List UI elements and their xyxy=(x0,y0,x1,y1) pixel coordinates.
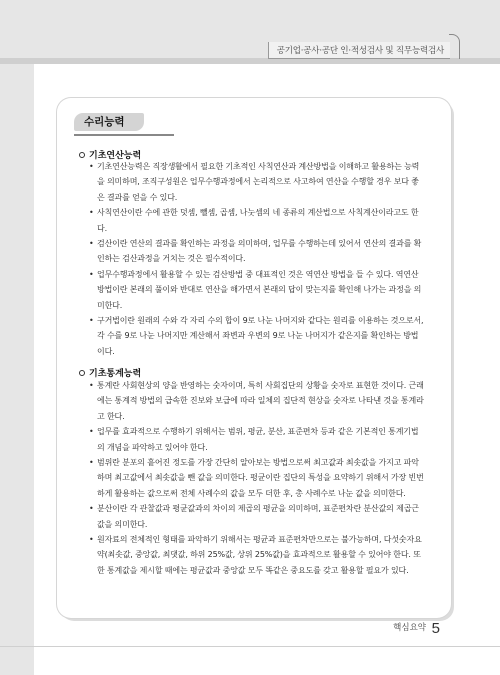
bullet-circle-icon xyxy=(79,152,85,158)
footer-divider xyxy=(0,646,500,647)
list-item: • 기초연산능력은 직장생활에서 필요한 기초적인 사칙연산과 계산방법을 이해하고 활용하는 능력을 의미하며, 조직구성원은 업무수행과정에서 논리적으로 사고하여 연산을 수행할 경우 보다 좋은 결과를 얻을 수 있다. xyxy=(89,159,425,205)
footer-label: 핵심요약 xyxy=(393,623,426,633)
arithmetic-bullet-list xyxy=(89,159,425,359)
list-item: • 검산이란 연산의 결과를 확인하는 과정을 의미하며, 업무를 수행하는데 있어서 연산의 결과를 확인하는 검산과정을 거치는 것은 필수적이다. xyxy=(89,236,425,267)
bullet-circle-icon xyxy=(79,370,85,376)
running-header: 공기업·공사·공단 인·적성검사 및 직무능력검사 xyxy=(268,42,450,59)
list-item: • 분산이란 각 관찰값과 평균값과의 차이의 제곱의 평균을 의미하며, 표준편차란 분산값의 제곱근 값을 의미한다. xyxy=(89,501,425,532)
page-number: 5 xyxy=(431,620,440,637)
list-item: • 업무를 효과적으로 수행하기 위해서는 범위, 평균, 분산, 표준편차 등과 같은 기본적인 통계기법의 개념을 파악하고 있어야 한다. xyxy=(89,424,425,455)
subsection-title: 기초연산능력 xyxy=(89,151,142,161)
section-title-underline xyxy=(74,134,174,136)
statistics-bullet-list xyxy=(89,378,425,578)
list-item: • 통계란 사회현상의 양을 반영하는 숫자이며, 특히 사회집단의 상황을 숫자로 표현한 것이다. 근래에는 통계적 방법의 급속한 진보와 보급에 따라 일체의 집단적 현상을 숫자로 나타낸 것을 통계라고 한다. xyxy=(89,378,425,424)
list-item: • 업무수행과정에서 활용할 수 있는 검산방법 중 대표적인 것은 역연산 방법을 들 수 있다. 역연산 방법이란 본래의 풀이와 반대로 연산을 해가면서 본래의 답이 맞는지를 확인해 나가는 과정을 의미한다. xyxy=(89,267,425,313)
list-item: • 사칙연산이란 수에 관한 덧셈, 뺄셈, 곱셈, 나눗셈의 네 종류의 계산법으로 사칙계산이라고도 한다. xyxy=(89,205,425,236)
section-title: 수리능력 xyxy=(74,113,144,131)
list-item: • 원자료의 전체적인 형태를 파악하기 위해서는 평균과 표준편차만으로는 불가능하며, 다섯숫자요약(최솟값, 중앙값, 최댓값, 하위 25%값, 상위 25%값)을 효과적으로 활용할 수 있어야 한다. 또한 통계값을 제시할 때에는 평균값과 중앙값 모두 똑같은 중요도를 갖고 활용할 필요가 있다. xyxy=(89,532,425,578)
list-item: • 범위란 분포의 흩어진 정도를 가장 간단히 알아보는 방법으로써 최고값과 최솟값을 가지고 파악하며 최고값에서 최솟값을 뺀 값을 의미한다. 평균이란 집단의 특성을 요약하기 위해서 가장 빈번하게 활용하는 값으로써 전체 사례수의 값을 모두 더한 후, 총 사례수로 나눈 값을 의미한다. xyxy=(89,455,425,501)
subsection-title: 기초통계능력 xyxy=(89,369,142,379)
header-hook-decoration xyxy=(449,34,460,59)
list-item: • 구거법이란 원래의 수와 각 자리 수의 합이 9로 나눈 나머지와 같다는 원리를 이용하는 것으로서, 각 수를 9로 나눈 나머지만 계산해서 좌변과 우변의 9로 나눈 나머지가 같은지를 확인하는 방법이다. xyxy=(89,313,425,359)
side-band xyxy=(0,64,34,675)
